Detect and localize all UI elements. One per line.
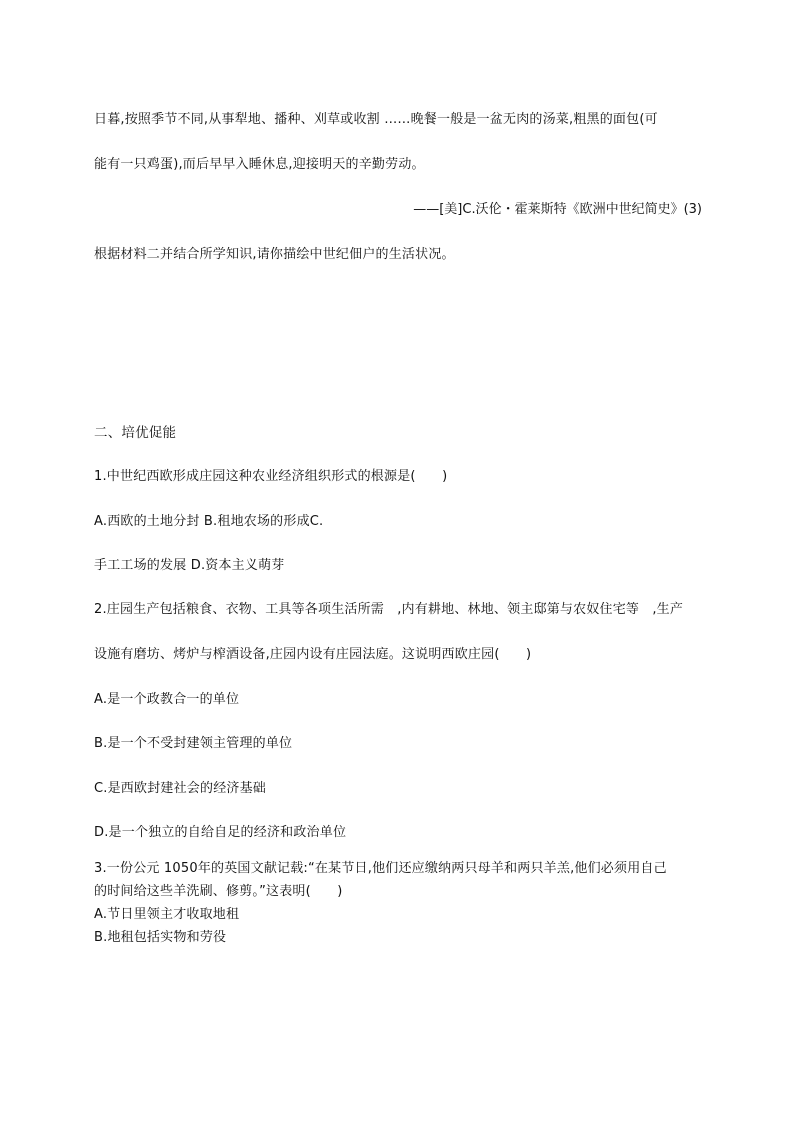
q3-option-b: B.地租包括实物和劳役 — [94, 930, 227, 945]
material-question: 根据材料二并结合所学知识,请你描绘中世纪佃户的生活状况。 — [94, 247, 455, 262]
q2-option-a: A.是一个政教合一的单位 — [94, 692, 240, 707]
material-line-2: 能有一只鸡蛋),而后早早入睡休息,迎接明天的辛勤劳动。 — [94, 157, 425, 172]
q2-stem-line-1: 2.庄园生产包括粮食、衣物、工具等各项生活所需 ,内有耕地、林地、领主邸第与农奴住宅等 ,生产 — [94, 602, 684, 617]
q2-stem-line-2: 设施有磨坊、烤炉与榨酒设备,庄园内设有庄园法庭。这说明西欧庄园( ) — [94, 647, 532, 662]
q2-option-c: C.是西欧封建社会的经济基础 — [94, 781, 267, 796]
q3-stem-line-2: 的时间给这些羊洗刷、修剪。”这表明( ) — [94, 884, 343, 899]
q1-options-line-1: A.西欧的土地分封 B.租地农场的形成C. — [94, 514, 324, 529]
q2-option-b: B.是一个不受封建领主管理的单位 — [94, 736, 293, 751]
material-line-1: 日暮,按照季节不同,从事犁地、播种、刈草或收割 ……晚餐一般是一盆无肉的汤菜,粗黑的面包(可 — [94, 112, 658, 127]
section-title: 二、培优促能 — [94, 425, 177, 441]
q2-option-d: D.是一个独立的自给自足的经济和政治单位 — [94, 825, 347, 840]
q3-option-a: A.节日里领主才收取地租 — [94, 907, 240, 922]
q3-stem-line-1: 3.一份公元 1050年的英国文献记载:“在某节日,他们还应缴纳两只母羊和两只羊羔,他们必须用自己 — [94, 861, 667, 876]
q1-options-line-2: 手工工场的发展 D.资本主义萌芽 — [94, 558, 285, 573]
material-citation: ——[美]C.沃伦・霍莱斯特《欧洲中世纪简史》(3) — [413, 202, 702, 217]
q1-stem: 1.中世纪西欧形成庄园这种农业经济组织形式的根源是( ) — [94, 469, 448, 484]
